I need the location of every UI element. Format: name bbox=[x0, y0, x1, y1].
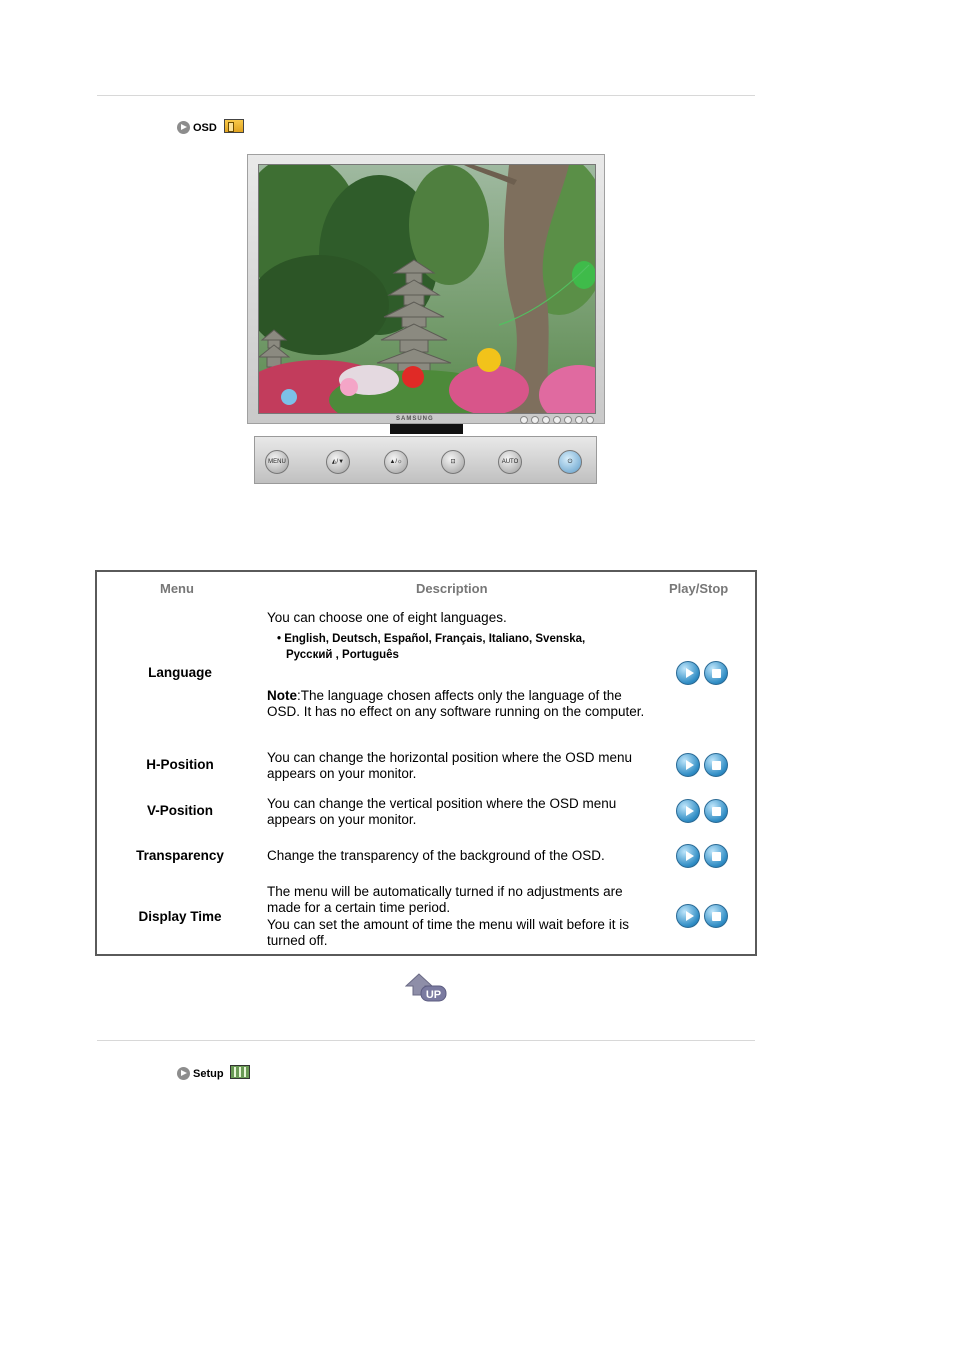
setup-section-heading[interactable] bbox=[177, 1067, 250, 1080]
display-time-description-2: You can set the amount of time the menu will wait before it is turned off. bbox=[267, 917, 629, 948]
divider bbox=[97, 1040, 755, 1041]
garden-photo bbox=[259, 165, 596, 414]
header-description: Description bbox=[416, 581, 488, 596]
up-button-label: UP bbox=[425, 989, 442, 1001]
arrow-circle-icon bbox=[177, 1067, 190, 1080]
menu-button[interactable]: MENU bbox=[265, 450, 289, 474]
v-position-play-stop bbox=[676, 799, 728, 823]
language-note: Note:The language chosen affects only the language of the OSD. It has no effect on any software running on the computer. bbox=[267, 688, 645, 719]
brightness-up-button[interactable]: ▲/☼ bbox=[384, 450, 408, 474]
play-button[interactable] bbox=[676, 844, 700, 868]
language-play-stop bbox=[676, 661, 728, 685]
stop-button[interactable] bbox=[704, 799, 728, 823]
contrast-down-button[interactable]: ◭/▼ bbox=[326, 450, 350, 474]
header-menu: Menu bbox=[160, 581, 194, 596]
h-position-description: You can change the horizontal position where the OSD menu appears on your monitor. bbox=[267, 750, 632, 781]
play-button[interactable] bbox=[676, 661, 700, 685]
input-source-button[interactable]: ⊡ bbox=[441, 450, 465, 474]
power-button[interactable]: ⏻ bbox=[558, 450, 582, 474]
display-time-description: The menu will be automatically turned if no adjustments are made for a certain time period. bbox=[267, 884, 623, 915]
h-position-play-stop bbox=[676, 753, 728, 777]
up-arrow-icon bbox=[405, 973, 447, 1003]
play-button[interactable] bbox=[676, 904, 700, 928]
display-time-play-stop bbox=[676, 904, 728, 928]
arrow-circle-icon bbox=[177, 121, 190, 134]
row-label-display-time: Display Time bbox=[138, 909, 222, 924]
setup-sliders-icon bbox=[230, 1065, 250, 1079]
language-list-item: Русский , Português bbox=[286, 649, 399, 661]
osd-menu-table bbox=[95, 570, 757, 956]
stop-button[interactable] bbox=[704, 844, 728, 868]
row-label-v-position: V-Position bbox=[146, 803, 213, 818]
row-label-h-position: H-Position bbox=[146, 757, 214, 772]
auto-button[interactable]: AUTO bbox=[498, 450, 522, 474]
osd-icon bbox=[224, 119, 244, 133]
stop-button[interactable] bbox=[704, 753, 728, 777]
play-button[interactable] bbox=[676, 753, 700, 777]
transparency-description: Change the transparency of the background of the OSD. bbox=[267, 848, 605, 863]
divider bbox=[97, 95, 755, 96]
stop-button[interactable] bbox=[704, 661, 728, 685]
osd-section-title: OSD bbox=[193, 121, 217, 134]
transparency-play-stop bbox=[676, 844, 728, 868]
language-list bbox=[277, 631, 637, 663]
monitor-screen-photo bbox=[258, 164, 596, 414]
up-button[interactable] bbox=[405, 973, 447, 1003]
osd-section-heading[interactable] bbox=[177, 121, 244, 134]
monitor-front-buttons bbox=[520, 416, 594, 424]
language-description: You can choose one of eight languages. bbox=[267, 610, 507, 625]
play-button[interactable] bbox=[676, 799, 700, 823]
row-label-language: Language bbox=[148, 665, 212, 680]
header-play-stop: Play/Stop bbox=[669, 581, 729, 596]
monitor-image bbox=[247, 154, 605, 424]
monitor-brand: SAMSUNG bbox=[396, 416, 434, 422]
control-panel bbox=[254, 436, 597, 484]
setup-section-title: Setup bbox=[193, 1067, 224, 1080]
language-list-item: • English, Deutsch, Español, Français, Italiano, Svenska, bbox=[277, 633, 586, 645]
row-label-transparency: Transparency bbox=[136, 848, 224, 863]
monitor-stand bbox=[390, 424, 463, 434]
v-position-description: You can change the vertical position where the OSD menu appears on your monitor. bbox=[267, 796, 617, 827]
stop-button[interactable] bbox=[704, 904, 728, 928]
